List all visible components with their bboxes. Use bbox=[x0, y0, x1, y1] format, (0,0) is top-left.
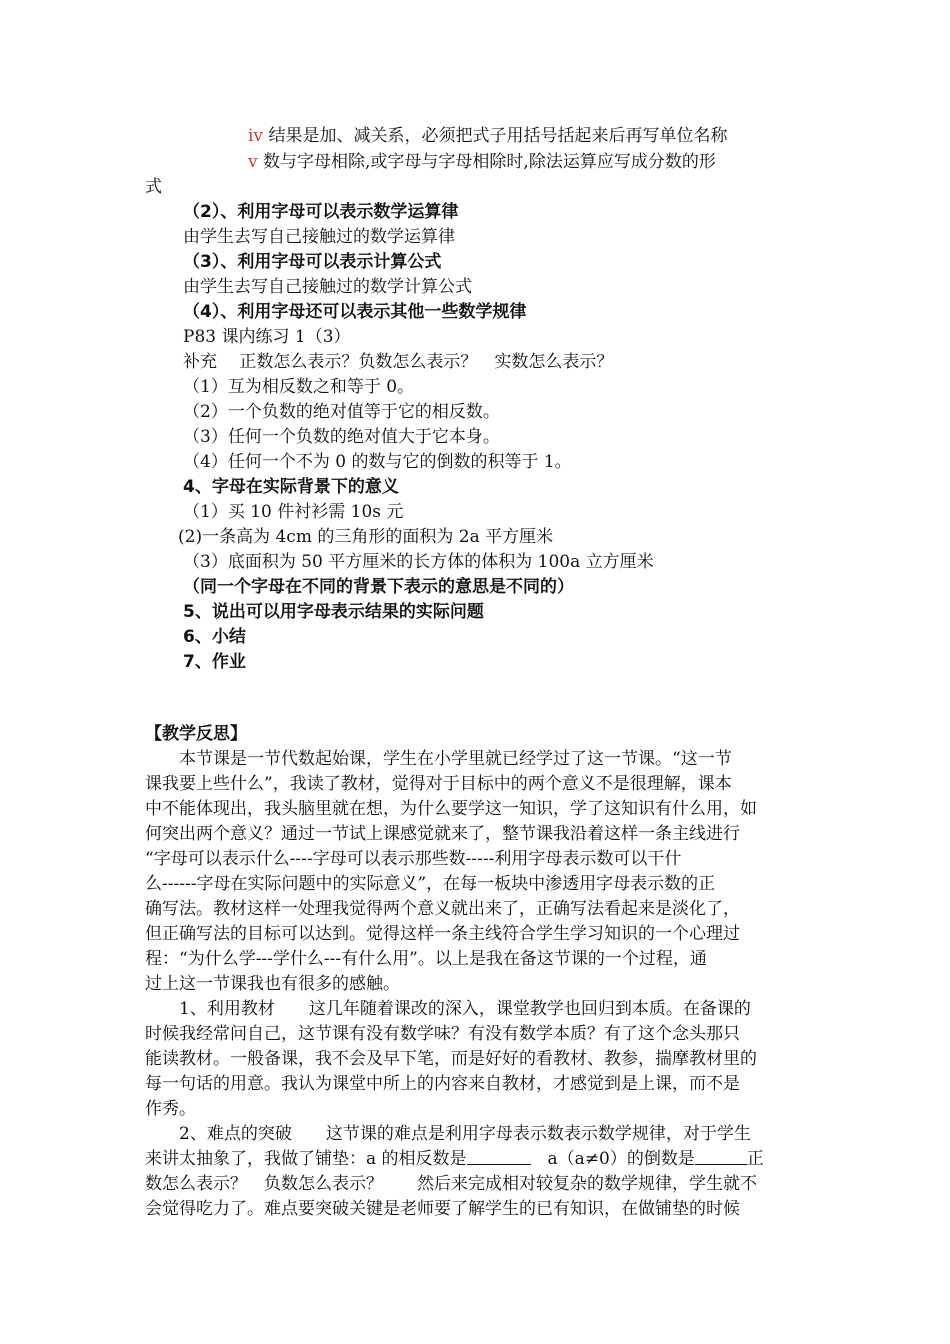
example-item: （1）买 10 件衬衫需 10s 元 bbox=[183, 502, 404, 522]
section-text-2: 由学生去写自己接触过的数学运算律 bbox=[183, 227, 455, 247]
reflection-text-part: a（a≠0）的倒数是 bbox=[530, 1149, 695, 1169]
reflection-line-with-blanks bbox=[145, 1147, 764, 1172]
reflection-line: 中不能体现出，我头脑里就在想，为什么要学这一知识，学了这知识有什么用，如 bbox=[145, 799, 757, 819]
exercise-reference: P83 课内练习 1（3） bbox=[183, 327, 351, 347]
reflection-line: 何突出两个意义？通过一节试上课感觉就来了，整节课我沿着这样一条主线进行 bbox=[145, 824, 740, 844]
reflection-line: 会觉得吃力了。难点要突破关键是老师要了解学生的已有知识，在做铺垫的时候 bbox=[145, 1199, 740, 1219]
list-item: （4）任何一个不为 0 的数与它的倒数的积等于 1。 bbox=[183, 452, 572, 472]
rule-iv-text: 结果是加、减关系，必须把式子用括号括起来后再写单位名称 bbox=[268, 126, 728, 146]
list-item: （2）一个负数的绝对值等于它的相反数。 bbox=[183, 402, 500, 422]
fill-blank bbox=[695, 1148, 747, 1165]
section-heading-s4: 4、字母在实际背景下的意义 bbox=[183, 477, 399, 497]
reflection-heading: 【教学反思】 bbox=[145, 724, 247, 744]
section-heading-s5: 5、说出可以用字母表示结果的实际问题 bbox=[183, 602, 484, 622]
supplement-line: 补充 正数怎么表示？负数怎么表示？ 实数怎么表示？ bbox=[183, 352, 614, 372]
reflection-line: 确写法。教材这样一处理我觉得两个意义就出来了，正确写法看起来是淡化了， bbox=[145, 899, 740, 919]
rule-v-continuation: 式 bbox=[145, 177, 162, 197]
section-heading-2: （2）、利用字母可以表示数学运算律 bbox=[183, 202, 459, 222]
example-item: （3）底面积为 50 平方厘米的长方体的体积为 100a 立方厘米 bbox=[183, 552, 654, 572]
example-item: (2)一条高为 4cm 的三角形的面积为 2a 平方厘米 bbox=[178, 527, 554, 547]
roman-numeral-v: v bbox=[248, 152, 258, 172]
fill-blank bbox=[467, 1148, 531, 1165]
reflection-line: 2、难点的突破 这节课的难点是利用字母表示数表示数学规律，对于学生 bbox=[145, 1124, 751, 1144]
section-heading-s6: 6、小结 bbox=[183, 627, 246, 647]
reflection-line: 能读教材。一般备课，我不会及早下笔，而是好好的看教材、教参，揣摩教材里的 bbox=[145, 1049, 757, 1069]
rule-v-line bbox=[248, 150, 716, 175]
reflection-text-part: 正 bbox=[746, 1149, 764, 1169]
section-heading-3: （3）、利用字母可以表示计算公式 bbox=[183, 252, 442, 272]
reflection-line: 课我要上些什么”，我读了教材，觉得对于目标中的两个意义不是很理解，课本 bbox=[145, 774, 732, 794]
reflection-line: 数怎么表示？ 负数怎么表示？ 然后来完成相对较复杂的数学规律，学生就不 bbox=[145, 1174, 757, 1194]
roman-numeral-iv: iv bbox=[248, 126, 264, 146]
reflection-line: 过上这一节课我也有很多的感触。 bbox=[145, 974, 400, 994]
list-item: （3）任何一个负数的绝对值大于它本身。 bbox=[183, 427, 500, 447]
section-heading-s7: 7、作业 bbox=[183, 652, 246, 672]
rule-iv-line bbox=[248, 124, 727, 149]
reflection-line: 每一句话的用意。我认为课堂中所上的内容来自教材，才感觉到是上课，而不是 bbox=[145, 1074, 740, 1094]
reflection-line: 本节课是一节代数起始课，学生在小学里就已经学过了这一节课。“这一节 bbox=[145, 749, 732, 769]
reflection-text-part: 来讲太抽象了，我做了铺垫：a 的相反数是 bbox=[145, 1149, 467, 1169]
section-heading-4: （4）、利用字母还可以表示其他一些数学规律 bbox=[183, 302, 527, 322]
reflection-line: 但正确写法的目标可以达到。觉得这样一条主线符合学生学习知识的一个心理过 bbox=[145, 924, 740, 944]
reflection-line: “字母可以表示什么----字母可以表示那些数-----利用字母表示数可以干什 bbox=[145, 849, 682, 869]
list-item: （1）互为相反数之和等于 0。 bbox=[183, 377, 415, 397]
reflection-line: 作秀。 bbox=[145, 1099, 196, 1119]
rule-v-text: 数与字母相除,或字母与字母相除时,除法运算应写成分数的形 bbox=[263, 152, 716, 172]
reflection-line: 程：“为什么学---学什么---有什么用”。以上是我在备这节课的一个过程，通 bbox=[145, 949, 707, 969]
note-line: （同一个字母在不同的背景下表示的意思是不同的） bbox=[183, 577, 574, 597]
reflection-line: 1、利用教材 这几年随着课改的深入，课堂教学也回归到本质。在备课的 bbox=[145, 999, 751, 1019]
reflection-line: 么------字母在实际问题中的实际意义”，在每一板块中渗透用字母表示数的正 bbox=[145, 874, 716, 894]
section-text-3: 由学生去写自己接触过的数学计算公式 bbox=[183, 277, 472, 297]
reflection-line: 时候我经常问自己，这节课有没有数学味？有没有数学本质？有了这个念头那只 bbox=[145, 1024, 740, 1044]
